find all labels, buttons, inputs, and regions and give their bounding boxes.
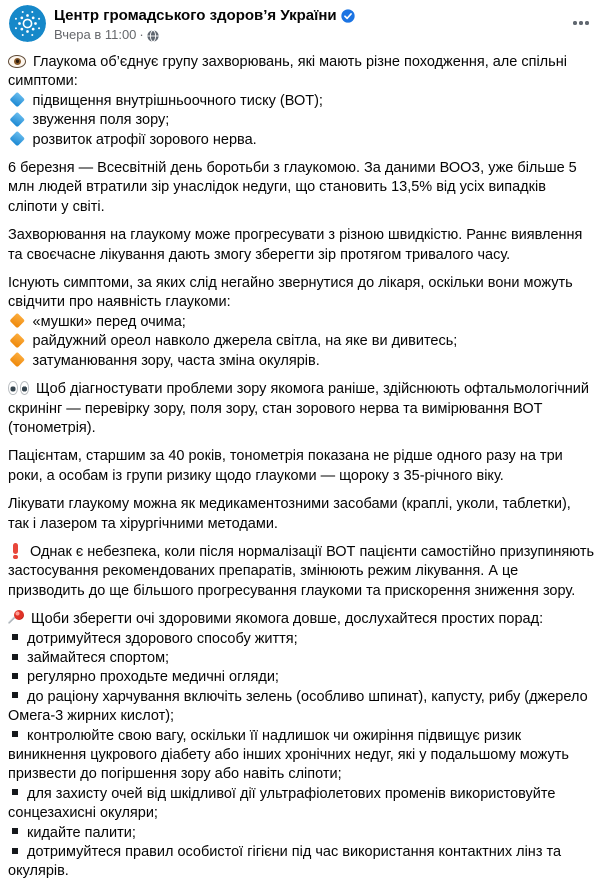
more-options-button[interactable]	[569, 13, 593, 33]
orange-diamond-icon	[10, 352, 25, 367]
post-paragraph	[8, 226, 595, 265]
post-line: розвиток атрофії зорового нерва.	[8, 131, 595, 150]
post-paragraph	[8, 159, 595, 217]
orange-diamond-icon	[10, 313, 25, 328]
post-line: Щоби зберегти очі здоровими якомога довше, дослухайтеся простих порад:	[8, 610, 595, 629]
post-paragraph	[8, 274, 595, 371]
post-paragraph	[8, 610, 595, 882]
square-icon	[12, 654, 18, 660]
square-icon	[12, 789, 18, 795]
post-paragraph	[8, 380, 595, 438]
post-line: для захисту очей від шкідливої дії ультрафіолетових променів використовуйте сонцезахисні окуляри;	[8, 785, 556, 822]
post-line: до раціону харчування включіть зелень (особливо шпинат), капусту, рибу (джерело Омега-3 жирних кислот);	[8, 688, 588, 725]
post-timestamp[interactable]: Вчера в 11:00	[54, 27, 137, 42]
post-line: дотримуйтеся правил особистої гігієни під час використання контактних лінз та окулярів.	[8, 844, 562, 880]
post-line: підвищення внутрішньоочного тиску (ВОТ);	[8, 92, 595, 111]
post-line: «мушки» перед очима;	[8, 313, 595, 332]
post-text	[0, 43, 605, 882]
page-avatar[interactable]	[9, 5, 46, 42]
globe-privacy-icon	[147, 30, 159, 42]
post-line: контролюйте свою вагу, оскільки її надлишок чи ожиріння підвищує ризик виникнення цукрового діабету або інших хронічних недуг, які у подальшому можуть призвести до погіршення зору або навіть сліпоти;	[8, 727, 569, 783]
pushpin-icon	[8, 610, 25, 626]
post-paragraph	[8, 543, 595, 601]
more-options-icon	[573, 21, 577, 25]
square-icon	[12, 692, 18, 698]
post-line: Захворювання на глаукому може прогресувати з різною швидкістю. Раннє виявлення та своєчасне лікування дають змогу зберегти зір протягом тривалого часу.	[8, 227, 583, 263]
post-paragraph	[8, 447, 595, 486]
post-line: кидайте палити;	[8, 824, 595, 843]
blue-diamond-icon	[10, 131, 25, 146]
post-line: звуження поля зору;	[8, 111, 595, 130]
post-paragraph	[8, 495, 595, 534]
post-line: займайтеся спортом;	[8, 649, 595, 668]
post-line: регулярно проходьте медичні огляди;	[8, 668, 595, 687]
square-icon	[12, 673, 18, 679]
eyes-icon	[8, 381, 29, 395]
post-line: затуманювання зору, часта зміна окулярів.	[8, 352, 595, 371]
post-line: дотримуйтеся здорового способу життя;	[8, 630, 595, 649]
post-paragraph	[8, 53, 595, 150]
page-name-link[interactable]: Центр громадського здоров’я України	[54, 7, 337, 24]
blue-diamond-icon	[10, 92, 25, 107]
square-icon	[12, 731, 18, 737]
blue-diamond-icon	[10, 111, 25, 126]
separator-dot: ·	[139, 27, 144, 42]
post-line: 6 березня — Всесвітній день боротьби з глаукомою. За даними ВООЗ, уже більше 5 млн людей втратили зір унаслідок недуги, що становить 13,5% від усіх випадків сліпоти у світі.	[8, 160, 577, 215]
post-line: Лікувати глаукому можна як медикаментозними засобами (краплі, уколи, таблетки), так і лазером та хірургічними методами.	[8, 496, 571, 532]
eye-icon	[8, 55, 26, 68]
post-line: Щоб діагностувати проблеми зору якомога раніше, здійснюють офтальмологічний скринінг — перевірку зору, поля зору, стан зорового нерва та вимірювання ВОТ (тонометрія).	[8, 381, 590, 436]
square-icon	[12, 848, 18, 854]
square-icon	[12, 634, 18, 640]
verified-badge-icon	[341, 9, 355, 23]
post-line: Однак є небезпека, коли після нормалізації ВОТ пацієнти самостійно призупиняють застосування рекомендованих препаратів, змінюють режим лікування. А це призводить до ще більшого прогресування глаукоми та прискорення зниження зору.	[8, 543, 595, 599]
post-line: Глаукома об’єднує групу захворювань, які мають різне походження, але спільні симптоми:	[8, 54, 567, 90]
post-line: Пацієнтам, старшим за 40 років, тонометрія показана не рідше одного разу на три роки, а особам із групи ризику щодо глаукоми — щороку з 35-річного віку.	[8, 448, 563, 484]
excl-icon	[12, 543, 19, 559]
orange-diamond-icon	[10, 333, 25, 348]
header-text	[54, 5, 355, 43]
post-header	[0, 0, 605, 43]
post-line: Існують симптоми, за яких слід негайно звернутися до лікаря, оскільки вони можуть свідчити про наявність глаукоми:	[8, 275, 573, 311]
post-line: райдужний ореол навколо джерела світла, на яке ви дивитесь;	[8, 332, 595, 351]
square-icon	[12, 828, 18, 834]
